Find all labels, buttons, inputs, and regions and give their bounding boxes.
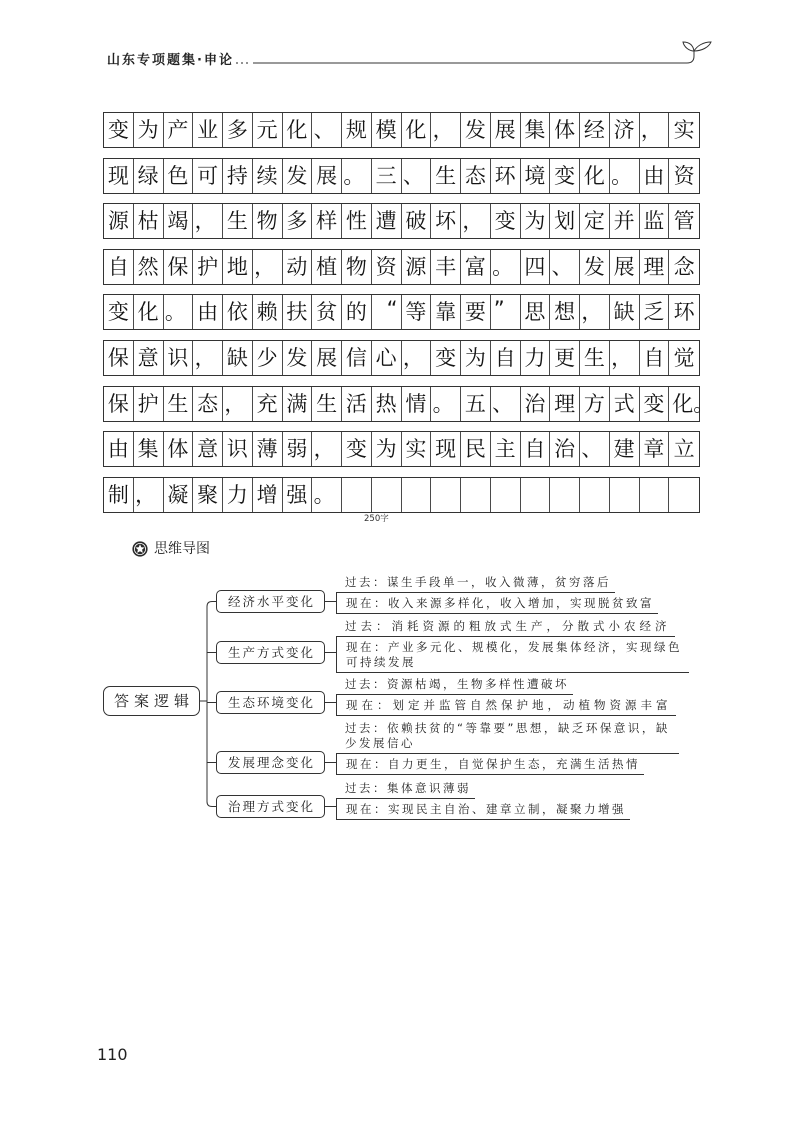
grid-cell: 业	[193, 113, 223, 147]
grid-cell: 热	[372, 387, 402, 421]
grid-cell: 化。	[672, 391, 715, 416]
grid-cell: 扶	[283, 295, 313, 329]
grid-cell: 治	[550, 432, 580, 466]
grid-cell: 变	[104, 295, 134, 329]
leaf-present: 现在：收入来源多样化，收入增加，实现脱贫致富	[336, 593, 658, 614]
grid-cell: 。	[610, 159, 640, 193]
grid-cell: 变	[640, 387, 670, 421]
grid-cell: 源	[402, 250, 432, 284]
grid-row	[103, 249, 700, 285]
grid-cell: 满	[283, 387, 313, 421]
grid-cell: 理	[550, 387, 580, 421]
grid-cell: 性	[342, 204, 372, 238]
branch-node: 治理方式变化	[216, 795, 325, 818]
grid-cell: 主	[491, 432, 521, 466]
grid-cell: 四	[521, 250, 551, 284]
grid-cell: 由	[104, 432, 134, 466]
grid-cell: 力	[521, 341, 551, 375]
grid-cell: 模	[372, 113, 402, 147]
grid-cell: 发	[580, 250, 610, 284]
grid-cell: 植	[312, 250, 342, 284]
branch-leaves	[336, 572, 658, 614]
grid-cell: 聚	[193, 478, 223, 512]
grid-cell	[521, 478, 551, 512]
grid-cell: 生	[164, 387, 194, 421]
grid-cell: 产	[164, 113, 194, 147]
grid-cell	[640, 478, 670, 512]
grid-row	[103, 386, 715, 422]
grid-cell: ，	[193, 341, 223, 375]
grid-cell: 保	[104, 341, 134, 375]
grid-cell: 实	[673, 118, 695, 142]
grid-cell: 、	[402, 159, 432, 193]
grid-cell: 、	[491, 387, 521, 421]
grid-cell: 生	[431, 159, 461, 193]
grid-cell: 觉	[673, 346, 695, 370]
grid-row	[103, 294, 700, 330]
mindmap-title: 思维导图	[154, 541, 210, 557]
header-rule	[236, 62, 687, 64]
grid-cell: 济	[610, 113, 640, 147]
grid-cell: 为	[134, 113, 164, 147]
grid-cell: 物	[342, 250, 372, 284]
leaf-present: 现在：划定并监管自然保护地，动植物资源丰富	[336, 695, 676, 716]
grid-cell: 枯	[134, 204, 164, 238]
grid-cell: 规	[342, 113, 372, 147]
grid-cell: 依	[223, 295, 253, 329]
grid-cell: ，	[134, 478, 164, 512]
grid-cell: 、	[550, 250, 580, 284]
grid-cell: 贫	[312, 295, 342, 329]
branch-node: 发展理念变化	[216, 751, 325, 774]
grid-cell: 持	[223, 159, 253, 193]
word-count-mark: 250字	[364, 514, 389, 524]
sprout-icon	[683, 42, 711, 63]
grid-cell: 资	[673, 163, 695, 188]
mindmap-heading	[132, 541, 210, 557]
grid-cell: 。	[342, 159, 372, 193]
grid-cell: 样	[312, 204, 342, 238]
grid-cell: 化	[283, 113, 313, 147]
grid-cell	[431, 478, 461, 512]
grid-cell: ，	[580, 295, 610, 329]
grid-cell: 地	[223, 250, 253, 284]
grid-cell: 绿	[134, 159, 164, 193]
grid-cell: 凝	[164, 478, 194, 512]
grid-cell: 、	[312, 113, 342, 147]
grid-cell: 定	[580, 204, 610, 238]
grid-cell: 发	[461, 113, 491, 147]
grid-cell: 五	[461, 387, 491, 421]
grid-cell: 强	[283, 478, 313, 512]
grid-cell: “	[372, 295, 402, 329]
grid-cell: 遭	[372, 204, 402, 238]
grid-cell: ，	[431, 113, 461, 147]
grid-cell	[580, 478, 610, 512]
grid-cell: 可	[193, 159, 223, 193]
grid-cell: 体	[164, 432, 194, 466]
branch-leaves	[336, 778, 630, 820]
grid-cell: 监	[640, 204, 670, 238]
grid-cell: 自	[491, 341, 521, 375]
grid-cell: 发	[283, 341, 313, 375]
grid-cell: 少	[253, 341, 283, 375]
grid-cell: 赖	[253, 295, 283, 329]
grid-cell: 体	[550, 113, 580, 147]
grid-cell: 民	[461, 432, 491, 466]
grid-cell	[491, 478, 521, 512]
grid-cell: 、	[580, 432, 610, 466]
grid-cell: 集	[521, 113, 551, 147]
grid-cell: 元	[253, 113, 283, 147]
essay-grid	[103, 112, 715, 514]
grid-cell: 。	[164, 295, 194, 329]
grid-cell: 生	[580, 341, 610, 375]
grid-cell: 破	[402, 204, 432, 238]
leaf-past: 过去：谋生手段单一，收入微薄，贫穷落后	[336, 572, 615, 593]
grid-cell: 靠	[431, 295, 461, 329]
grid-cell: ，	[640, 113, 670, 147]
grid-cell: 识	[164, 341, 194, 375]
grid-row	[103, 431, 700, 467]
grid-cell: 心	[372, 341, 402, 375]
grid-cell: 建	[610, 432, 640, 466]
leaf-past: 过去：依赖扶贫的“等靠要”思想，缺乏环保意识，缺少发展信心	[336, 718, 679, 754]
grid-cell: 环	[491, 159, 521, 193]
grid-cell: 源	[104, 204, 134, 238]
grid-cell: 保	[164, 250, 194, 284]
grid-cell	[461, 478, 491, 512]
grid-cell: 态	[193, 387, 223, 421]
grid-cell: 乏	[640, 295, 670, 329]
grid-cell	[550, 478, 580, 512]
grid-cell: 意	[193, 432, 223, 466]
grid-cell: 变	[491, 204, 521, 238]
grid-cell: 情	[402, 387, 432, 421]
grid-cell: 管	[673, 209, 695, 234]
grid-cell: 念	[673, 254, 695, 279]
grid-cell: 现	[431, 432, 461, 466]
grid-cell: 由	[640, 159, 670, 193]
grid-cell: 化	[580, 159, 610, 193]
grid-cell: 集	[134, 432, 164, 466]
flower-badge-icon	[132, 541, 148, 557]
branch-node: 生态环境变化	[216, 691, 325, 714]
grid-cell: 为	[461, 341, 491, 375]
grid-cell: 三	[372, 159, 402, 193]
grid-cell: 制	[104, 478, 134, 512]
running-header-title: 山东专项题集·申论	[107, 53, 234, 68]
grid-cell: 。	[431, 387, 461, 421]
grid-cell: 变	[431, 341, 461, 375]
grid-cell: 思	[521, 295, 551, 329]
grid-cell: 现	[104, 159, 134, 193]
grid-cell: 态	[461, 159, 491, 193]
grid-cell: 更	[550, 341, 580, 375]
grid-cell: 意	[134, 341, 164, 375]
grid-cell: 自	[521, 432, 551, 466]
grid-cell: 自	[640, 341, 670, 375]
grid-cell: 变	[342, 432, 372, 466]
grid-cell: 并	[610, 204, 640, 238]
grid-cell: 想	[550, 295, 580, 329]
branch-leaves	[336, 718, 679, 775]
grid-cell: 多	[283, 204, 313, 238]
grid-cell: 章	[640, 432, 670, 466]
grid-cell: 展	[491, 113, 521, 147]
grid-cell: 富	[461, 250, 491, 284]
grid-cell: 竭	[164, 204, 194, 238]
leaf-present: 现在：产业多元化、规模化，发展集体经济，实现绿色可持续发展	[336, 637, 689, 673]
page-number: 110	[97, 1045, 128, 1064]
grid-cell: 实	[402, 432, 432, 466]
grid-cell: 。	[312, 478, 342, 512]
grid-cell: 动	[283, 250, 313, 284]
grid-cell: 自	[104, 250, 134, 284]
grid-cell: 由	[193, 295, 223, 329]
grid-cell: 生	[312, 387, 342, 421]
grid-cell: 展	[312, 159, 342, 193]
grid-cell: ，	[312, 432, 342, 466]
grid-cell: 的	[342, 295, 372, 329]
grid-cell: 化	[134, 295, 164, 329]
grid-row	[103, 340, 700, 376]
grid-cell: 丰	[431, 250, 461, 284]
grid-cell: 要	[461, 295, 491, 329]
grid-cell: 化	[402, 113, 432, 147]
grid-cell: 。	[491, 250, 521, 284]
grid-cell	[669, 478, 699, 512]
grid-cell	[402, 478, 432, 512]
grid-cell	[372, 478, 402, 512]
grid-cell: 缺	[610, 295, 640, 329]
grid-cell: 等	[402, 295, 432, 329]
grid-cell: ，	[610, 341, 640, 375]
grid-cell: ，	[461, 204, 491, 238]
grid-cell: 方	[580, 387, 610, 421]
grid-cell: ，	[223, 387, 253, 421]
grid-cell: 然	[134, 250, 164, 284]
grid-cell: 增	[253, 478, 283, 512]
grid-cell: 护	[134, 387, 164, 421]
grid-cell: 识	[223, 432, 253, 466]
leaf-past: 过去：消耗资源的粗放式生产，分散式小农经济	[336, 616, 675, 637]
grid-cell: 治	[521, 387, 551, 421]
grid-cell	[342, 478, 372, 512]
grid-cell: 境	[521, 159, 551, 193]
grid-cell: 经	[580, 113, 610, 147]
grid-cell: ，	[193, 204, 223, 238]
leaf-present: 现在：实现民主自治、建章立制，凝聚力增强	[336, 799, 630, 820]
grid-cell: 活	[342, 387, 372, 421]
grid-cell: 变	[104, 113, 134, 147]
grid-cell: 保	[104, 387, 134, 421]
branch-node: 经济水平变化	[216, 590, 325, 613]
grid-cell: 理	[640, 250, 670, 284]
grid-cell: 信	[342, 341, 372, 375]
grid-cell: 薄	[253, 432, 283, 466]
grid-cell: 式	[610, 387, 640, 421]
grid-cell: 物	[253, 204, 283, 238]
grid-cell: ，	[402, 341, 432, 375]
grid-cell: 力	[223, 478, 253, 512]
grid-cell: 弱	[283, 432, 313, 466]
grid-cell: 生	[223, 204, 253, 238]
grid-cell: 为	[372, 432, 402, 466]
grid-cell: 为	[521, 204, 551, 238]
grid-cell	[610, 478, 640, 512]
grid-cell: 展	[312, 341, 342, 375]
grid-cell: ”	[491, 295, 521, 329]
leaf-present: 现在：自力更生，自觉保护生态，充满生活热情	[336, 754, 644, 775]
grid-cell: 缺	[223, 341, 253, 375]
leaf-past: 过去：集体意识薄弱	[336, 778, 475, 799]
grid-cell: 划	[550, 204, 580, 238]
grid-cell: ，	[253, 250, 283, 284]
root-node: 答案逻辑	[103, 686, 200, 716]
branch-node: 生产方式变化	[216, 641, 325, 664]
grid-row	[103, 477, 700, 513]
grid-cell: 充	[253, 387, 283, 421]
grid-cell: 发	[283, 159, 313, 193]
grid-cell: 环	[673, 300, 695, 325]
grid-cell: 展	[610, 250, 640, 284]
leaf-past: 过去：资源枯竭，生物多样性遭破坏	[336, 674, 573, 695]
branch-leaves	[336, 616, 689, 673]
grid-cell: 资	[372, 250, 402, 284]
grid-cell: 坏	[431, 204, 461, 238]
grid-cell: 变	[550, 159, 580, 193]
grid-cell: 多	[223, 113, 253, 147]
grid-row	[103, 112, 700, 148]
grid-cell: 色	[164, 159, 194, 193]
branch-leaves	[336, 674, 676, 716]
grid-row	[103, 158, 700, 194]
grid-cell: 续	[253, 159, 283, 193]
grid-row	[103, 203, 700, 239]
grid-cell: 立	[673, 437, 695, 462]
grid-cell: 护	[193, 250, 223, 284]
